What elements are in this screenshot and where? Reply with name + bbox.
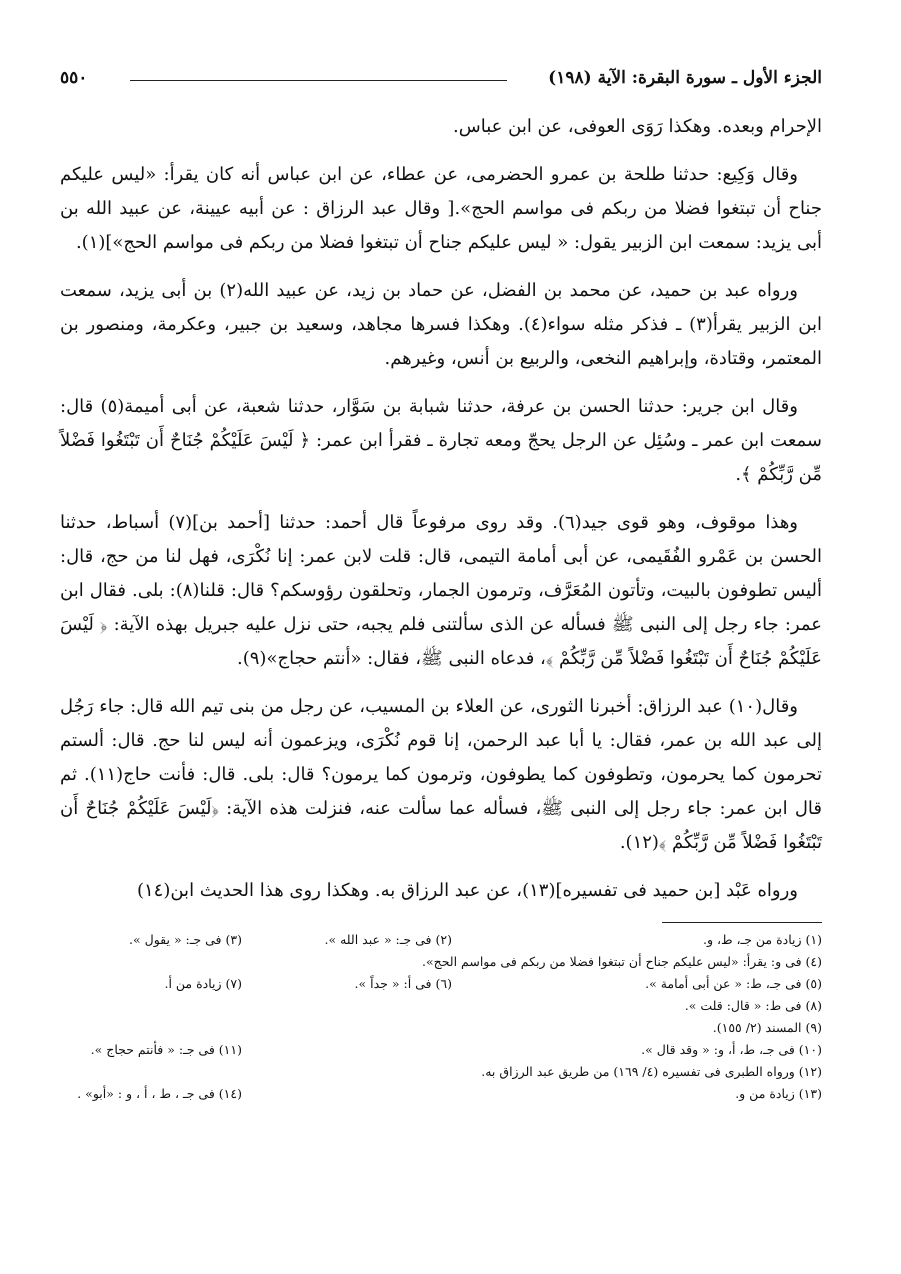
running-title: الجزء الأول ـ سورة البقرة: الآية (١٩٨) <box>542 68 822 88</box>
footnote-6: (٦) فى أ: « جداً ». <box>354 976 452 991</box>
page-header <box>60 58 822 98</box>
header-rule <box>130 80 507 81</box>
footnote-row <box>60 1039 822 1061</box>
page-number: ٥٥٠ <box>60 68 93 88</box>
footnote-10: (١٠) فى جـ، ط، أ، و: « وقد قال ». <box>641 1042 822 1057</box>
main-text <box>60 110 822 908</box>
document-page <box>60 58 822 1248</box>
footnote-4: (٤) فى و: يقرأ: «ليس عليكم جناح أن تبتغوا فضلا من ربكم فى مواسم الحج». <box>422 954 822 969</box>
footnote-rule <box>662 922 822 923</box>
paragraph-6: ورواه عَبْد [بن حميد فى تفسيره](١٣)، عن عبد الرزاق به. وهكذا روى هذا الحديث ابن(١٤) <box>136 880 798 901</box>
paragraph-4: وهذا موقوف، وهو قوى جيد(٦). وقد روى مرفوعاً قال أحمد: حدثنا [أحمد بن](٧) أسباط، حدثنا الحسن بن عَمْرو الفُقَيمى، عن أبى أمامة التيمى، قال: قلت لابن عمر: إنا نُكْرَى، فهل لنا من حج، قال: أليس تطوفون بالبيت، وتأتون المُعَرَّف، وترمون الجمار، وتحلقون رؤوسكم؟ قال: قلنا(٨): بلى. فقال ابن عمر: جاء رجل إلى النبى ﷺ فسأله عن الذى سألتنى فلم يجبه، حتى نزل عليه جبريل بهذه الآية: ﴿ لَيْسَ عَلَيْكُمْ جُنَاحٌ أَن تَبْتَغُوا فَضْلاً مِّن رَّبِّكُمْ ﴾، فدعاه النبى ﷺ، فقال: «أنتم حجاج»(٩). <box>60 512 822 669</box>
footnote-2: (٢) فى جـ: « عبد الله ». <box>324 932 452 947</box>
paragraph-1: وقال وَكِيع: حدثنا طلحة بن عمرو الحضرمى، عن عطاء، عن ابن عباس أنه كان يقرأ: «ليس عليكم جناح أن تبتغوا فضلا من ربكم فى مواسم الحج».[ وقال عبد الرزاق : عن أبيه عيينة، عن عبيد الله بن أبى يزيد: سمعت ابن الزبير يقول: « ليس عليكم جناح أن تبتغوا فضلا من ربكم فى مواسم الحج»](١). <box>60 164 822 253</box>
paragraph-3: وقال ابن جرير: حدثنا الحسن بن عرفة، حدثنا شبابة بن سَوَّار، حدثنا شعبة، عن أبى أميمة(٥) قال: سمعت ابن عمر ـ وسُئِل عن الرجل يحجّ ومعه تجارة ـ فقرأ ابن عمر: ﴿ لَيْسَ عَلَيْكُمْ جُنَاحٌ أَن تَبْتَغُوا فَضْلاً مِّن رَّبِّكُمْ ﴾. <box>60 396 822 485</box>
footnote-1: (١) زيادة من جـ، ط، و. <box>702 932 822 947</box>
paragraph-2: ورواه عبد بن حميد، عن محمد بن الفضل، عن حماد بن زيد، عن عبيد الله(٢) بن أبى يزيد، سمعت ابن الزبير يقرأ(٣) ـ فذكر مثله سواء(٤). وهكذا فسرها مجاهد، وسعيد بن جبير، وعكرمة، ومنصور بن المعتمر، وقتادة، وإبراهيم النخعى، والربيع بن أنس، وغيرهم. <box>60 280 822 369</box>
footnote-row <box>60 1083 822 1105</box>
footnote-7: (٧) زيادة من أ. <box>164 976 242 991</box>
footnote-8: (٨) فى ط: « قال: قلت ». <box>684 998 822 1013</box>
footnote-9: (٩) المسند (٢/ ١٥٥). <box>712 1020 822 1035</box>
footnote-14: (١٤) فى جـ ، ط ، أ ، و : «أبو» . <box>77 1086 242 1101</box>
footnote-5: (٥) فى جـ، ط: « عن أبى أمامة ». <box>645 976 822 991</box>
footnote-12: (١٢) ورواه الطبرى فى تفسيره (٤/ ١٦٩) من طريق عبد الرزاق به. <box>481 1064 822 1079</box>
footnote-13: (١٣) زيادة من و. <box>735 1086 822 1101</box>
footnote-row <box>60 929 822 951</box>
paragraph-5: وقال(١٠) عبد الرزاق: أخبرنا الثورى، عن العلاء بن المسيب، عن رجل من بنى تيم الله قال: جاء رَجُل إلى عبد الله بن عمر، فقال: يا أبا عبد الرحمن، إنا قوم نُكْرَى، ويزعمون أنه ليس لنا حج. قال: ألستم تحرمون كما يحرمون، وتطوفون كما يطوفون، وترمون كما يرمون؟ قال: بلى. قال: فأنت حاج(١١). ثم قال ابن عمر: جاء رجل إلى النبى ﷺ، فسأله عما سألت عنه، فنزلت هذه الآية: ﴿لَيْسَ عَلَيْكُمْ جُنَاحٌ أَن تَبْتَغُوا فَضْلاً مِّن رَّبِّكُمْ ﴾(١٢). <box>60 696 822 853</box>
footnote-row <box>60 973 822 995</box>
footnotes <box>60 929 822 1105</box>
paragraph-0: الإحرام وبعده. وهكذا رَوَى العوفى، عن ابن عباس. <box>453 116 822 137</box>
footnote-11: (١١) فى جـ: « فأنتم حجاج ». <box>90 1042 242 1057</box>
footnote-3: (٣) فى جـ: « يقول ». <box>129 932 242 947</box>
